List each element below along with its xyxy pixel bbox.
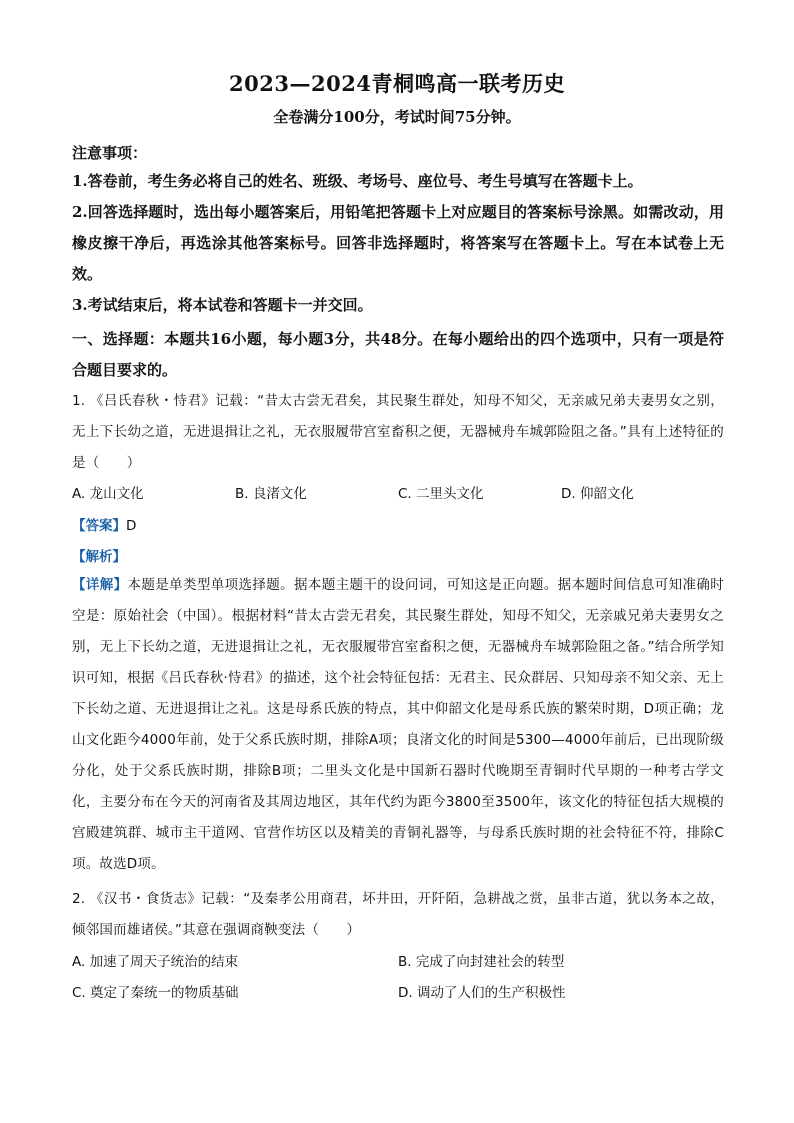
detail-label: 【详解】 [72,577,128,593]
question-2-options [72,944,724,1006]
option-b: B. 完成了向封建社会的转型 [398,953,565,970]
options-row [72,975,724,1006]
analysis-line [72,545,126,565]
question-2-stem: 2. 《汉书・食货志》记载：“及秦孝公用商君，坏井田，开阡陌，急耕战之赏，虽非古道，犹以务本之故，倾邻国而雄诸侯。”其意在强调商鞅变法（ ） [72,891,724,938]
detail-text: 本题是单类型单项选择题。据本题主题干的设问词，可知这是正向题。据本题时间信息可知准确时空是：原始社会（中国）。根据材料“昔太古尝无君矣，其民聚生群处，知母不知父，无亲戚兄弟夫妻男女之别，无上下长幼之道，无进退揖让之礼，无衣服履带宫室畜积之便，无器械舟车城郭险阻之备。”结合所学知识可知，根据《吕氏春秋·恃君》的描述，这个社会特征包括：无君主、民众群居、只知母亲不知父亲、无上下长幼之道、无进退揖让之礼。这是母系氏族的特点，其中仰韶文化是母系氏族的繁荣时期，D项正确；龙山文化距今4000年前，处于父系氏族时期，排除A项；良渚文化的时间是5300—4000年前后，已出现阶级分化，处于父系氏族时期，排除B项；二里头文化是中国新石器时代晚期至青铜时代早期的一种考古学文化，主要分布在今天的河南省及其周边地区，其年代约为距今3800至3500年，该文化的特征包括大规模的宫殿建筑群、城市主干道网、官营作坊区以及精美的青铜礼器等，与母系氏族时期的社会特征不符，排除C项。故选D项。 [72,577,725,872]
notes-heading-block [72,138,724,169]
question-2 [72,884,724,946]
analysis-label: 【解析】 [72,549,126,565]
detail-block [72,570,724,880]
notes-item: 2.回答选择题时，选出每小题答案后，用铅笔把答题卡上对应题目的答案标号涂黑。如需改动，用橡皮擦干净后，再选涂其他答案标号。回答非选择题时，将答案写在答题卡上。写在本试卷上无效。 [72,203,724,283]
option-a: A. 龙山文化 [72,486,144,502]
question-1-options [72,482,724,502]
option-a: A. 加速了周天子统治的结束 [72,953,239,970]
options-row [72,944,724,975]
detail-paragraph [72,570,724,880]
notes-heading: 注意事项： [72,144,148,162]
option-d: D. 仰韶文化 [561,486,634,502]
exam-title: 2023—2024青桐鸣高一联考历史 [229,71,565,96]
section-heading: 一、选择题：本题共16小题，每小题3分，共48分。在每小题给出的四个选项中，只有一项是符合题目要求的。 [72,330,724,379]
section-heading-block [72,324,724,386]
option-c: C. 二里头文化 [398,486,484,502]
option-c: C. 奠定了秦统一的物质基础 [72,984,239,1001]
notes-list [72,166,724,321]
option-b: B. 良渚文化 [235,486,307,502]
notes-item: 3.考试结束后，将本试卷和答题卡一并交回。 [72,296,373,314]
question-1-stem: 1. 《吕氏春秋・恃君》记载：“昔太古尝无君矣，其民聚生群处，知母不知父，无亲戚兄弟夫妻男女之别，无上下长幼之道，无进退揖让之礼，无衣服履带宫室畜积之便，无器械舟车城郭险阻之备。”具有上述特征的是（ ） [72,393,724,471]
option-d: D. 调动了人们的生产积极性 [398,984,566,1001]
notes-item: 1.答卷前，考生务必将自己的姓名、班级、考场号、座位号、考生号填写在答题卡上。 [72,172,643,190]
answer-label: 【答案】 [72,518,126,534]
answer-line [72,514,136,534]
answer-value: D [126,518,137,534]
exam-subtitle: 全卷满分100分，考试时间75分钟。 [273,108,521,126]
question-1 [72,386,724,479]
